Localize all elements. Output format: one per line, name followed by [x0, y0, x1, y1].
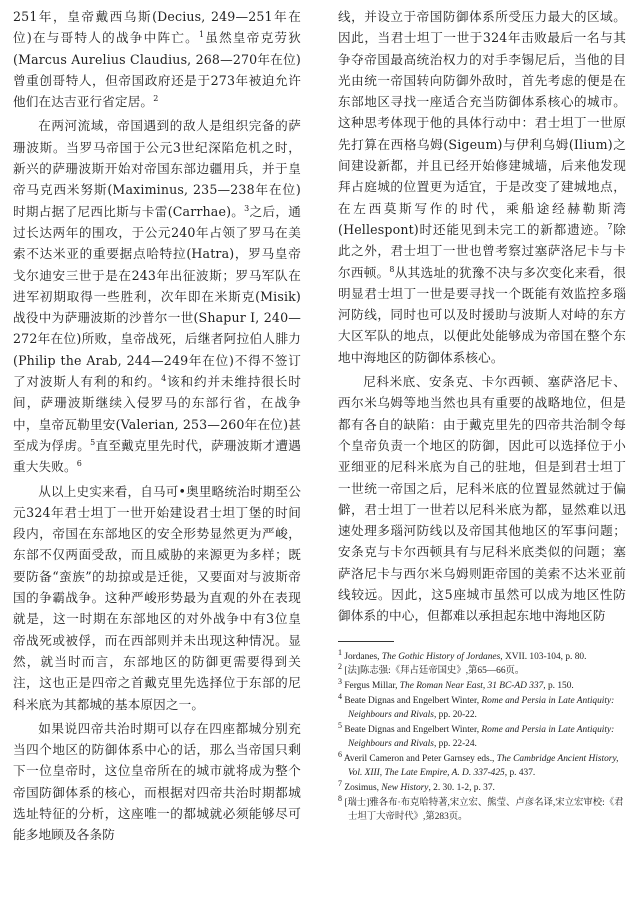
- footnote-list: [338, 647, 626, 825]
- footnote: [338, 679, 626, 693]
- footnote-number: 7: [338, 778, 342, 788]
- footnote: [338, 647, 626, 664]
- text-run: 直至戴克里先时代，萨珊波斯才遭遇重大失败。: [13, 437, 302, 475]
- footnote-ref[interactable]: 7: [607, 221, 613, 231]
- footnote-title: The Cambridge Ancient History, Vol. XIII, The Late Empire, A. D. 337-425: [348, 754, 619, 779]
- footnote-ref[interactable]: 8: [389, 264, 395, 274]
- text-run: 如果说四帝共治时期可以存在四座都城分别充当四个地区的防御体系中心的话，那么当帝国只剩下一位皇帝时，这位皇帝所在的城市就将成为整个帝国防御体系的核心，而根据对四帝共治时期都城选址特征的分析，这座唯一的都城就必须能够尽可能多地顾及各条防: [13, 720, 301, 843]
- footnote-text: Zosimus,: [344, 783, 382, 793]
- paragraph-4: [13, 718, 301, 846]
- footnote-divider: [338, 641, 394, 642]
- paragraph-3: [13, 481, 301, 715]
- footnote: [338, 793, 626, 824]
- footnote-title: Rome and Persia in Late Antiquity: Neighbours and Rivals: [348, 696, 615, 721]
- footnote-ref[interactable]: 2: [153, 94, 159, 103]
- text-run: 从以上史实来看，自马可•奥里略统治时期至公元324年君士坦丁一世开始建设君士坦丁堡的时间段内，帝国在东部地区的安全形势显然更为严峻，东部不仅两面受敌，而且威胁的来源更为多样；既要防备“蛮族”的劫掠或是迁徙，又要面对与波斯帝国的争霸战争。这种严峻形势最为直观的外在表现就是，这一时期在东部地区的对外战争中有3位皇帝战死或被俘，而在西部则并未出现这种情况。显然，就当时而言，东部地区的防御更需要得到关注，这也正是四帝之首戴克里先选择位于东部的尼科米底为其都城的基本原因之一。: [13, 483, 301, 712]
- footnote-title: New History: [381, 783, 429, 793]
- footnote-text: , p. 437.: [504, 768, 536, 779]
- footnote-title: Rome and Persia in Late Antiquity: Neighbours and Rivals: [348, 725, 615, 750]
- footnote-text: Beate Dignas and Engelbert Winter,: [344, 725, 482, 735]
- footnote-text: , p. 150.: [543, 681, 574, 692]
- text-run: 线，并设立于帝国防御体系所受压力最大的区域。因此，当君士坦丁一世于324年击败最后一名与其争夺帝国最高统治权力的对手李锡尼后，当他的目光由统一帝国转向防御外敌时，首先考虑的便是在东部地区寻找一座适合充当防御体系核心的城市。这种思考体现于他的具体行动中：君士坦丁一世原先打算在西格乌姆(Sigeum)与伊利乌姆(Ilium)之间建设新都，并且已经开始修建城墙，后来他发现拜占庭城的位置更为适宜，于是改变了建城地点，在左西莫斯写作的时代，乘船途经赫勒斯湾(Hellespont)时还能见到未完工的新都遗迹。: [338, 9, 626, 237]
- text-run: 该和约并未维持很长时间，萨珊波斯继续入侵罗马的东部行省，在战争中，皇帝瓦勒里安(Valerian, 253—260年在位)甚至成为俘虏。: [13, 374, 301, 453]
- text-run: 之后，通过长达两年的围攻，于公元240年占领了罗马在美索不达米亚的重要据点哈特拉(Hatra)，罗马皇帝戈尔迪安三世于是在243年出征波斯；罗马军队在进军初期取得一些胜利，次年即在米斯克(Misik)战役中为萨珊波斯的沙普尔一世(Shapur I, 240—272年在位)所败，皇帝战死，后继者阿拉伯人腓力(Philip the Arab, 244—249年在位)不得不签订了对波斯人有利的和约。: [13, 203, 301, 390]
- footnote: [338, 778, 626, 795]
- footnote-number: 1: [338, 647, 342, 657]
- text-run: 251年，皇帝戴西乌斯(Decius, 249—251年在位)在与哥特人的战争中阵亡。: [13, 9, 301, 46]
- text-run: 尼科米底、安条克、卡尔西顿、塞萨洛尼卡、西尔米乌姆等地当然也具有重要的战略地位，但是都有各自的缺陷：由于戴克里先的四帝共治制令每个皇帝负责一个地区的防御，因此可以选择位于小亚细亚的尼科米底为自己的驻地，但是到君士坦丁一世统一帝国之后，尼科米底的位置显然就过于偏僻，君士坦丁一世若以尼科米底为都，显然难以迅速处理多瑙河防线以及帝国其他地区的军事问题；安条克与卡尔西顿具有与尼科米底类似的问题；塞萨洛尼卡与西尔米乌姆则距帝国的美索不达米亚前线较远。因此，这5座城市虽然可以成为地区性防御体系的中心，但都难以承担起东地中海地区防: [338, 374, 626, 624]
- footnote-text: Jordanes,: [344, 651, 382, 662]
- right-column: [338, 6, 626, 825]
- text-run: 除此之外，君士坦丁一世也曾考察过塞萨洛尼卡与卡尔西顿。: [338, 221, 626, 280]
- footnote-text: , pp. 20-22.: [433, 710, 477, 721]
- footnote-text: , XVII. 103-104, p. 80.: [500, 651, 587, 662]
- footnote-number: 8: [338, 793, 342, 803]
- footnote-ref[interactable]: 3: [244, 203, 250, 213]
- footnote-ref[interactable]: 1: [198, 30, 205, 40]
- footnote-number: 5: [338, 720, 342, 730]
- footnote-text: [法]: [344, 666, 360, 677]
- text-run: 虽然皇帝克劳狄(Marcus Aurelius Claudius, 268—270年在位)曾重创哥特人，但帝国政府还是于273年被迫允许他们在达吉亚行省定居。: [13, 30, 301, 110]
- footnote-number: 2: [338, 662, 342, 672]
- footnote-number: 3: [338, 677, 342, 687]
- paragraph-5: [338, 6, 626, 368]
- text-run: 从其选址的犹豫不决与多次变化来看，很明显君士坦丁一世是要寻找一个既能有效监控多瑙河防线，同时也可以及时援助与波斯人对峙的东方大区军队的地点，以便此处能够成为帝国在整个东地中海地区的防御体系核心。: [338, 264, 627, 365]
- footnote-text: , pp. 22-24.: [433, 739, 477, 750]
- footnote-text: [瑞士]雅各布·布克哈特著,宋立宏、熊莹、卢彦名译,宋立宏审校:《君士坦丁大帝时代》,第283页。: [344, 797, 624, 822]
- footnote: [338, 664, 626, 678]
- left-column: [13, 6, 301, 846]
- footnote-title: The Roman Near East, 31 BC-AD 337: [399, 681, 544, 692]
- footnote-number: 4: [338, 691, 342, 701]
- paragraph-2: [13, 115, 301, 477]
- footnote-text: Averil Cameron and Peter Garnsey eds.,: [343, 754, 497, 764]
- footnote-text: 陈志强:《拜占廷帝国史》,第65—66页。: [359, 666, 525, 677]
- footnote-ref[interactable]: 6: [76, 459, 82, 469]
- footnote-ref[interactable]: 5: [90, 437, 96, 447]
- footnote: [338, 749, 626, 780]
- footnote-number: 6: [338, 749, 342, 759]
- footnote-text: , 2. 30. 1-2, p. 37.: [428, 783, 495, 793]
- footnote: [338, 720, 626, 751]
- text-run: 在两河流域，帝国遇到的敌人是组织完备的萨珊波斯。当罗马帝国于公元3世纪深陷危机之时，新兴的萨珊波斯开始对帝国东部边疆用兵，并于皇帝马克西米努斯(Maximinus, 235—238年在位)时期占据了尼西比斯与卡雷(Carrhae)。: [13, 118, 301, 219]
- footnote-text: Beate Dignas and Engelbert Winter,: [344, 696, 482, 706]
- footnote-ref[interactable]: 4: [161, 373, 167, 383]
- footnote: [338, 691, 626, 722]
- footnote-text: Fergus Millar,: [344, 681, 400, 692]
- paragraph-6: [338, 371, 626, 627]
- paragraph-1: [13, 6, 301, 112]
- footnote-title: The Gothic History of Jordanes: [381, 651, 501, 662]
